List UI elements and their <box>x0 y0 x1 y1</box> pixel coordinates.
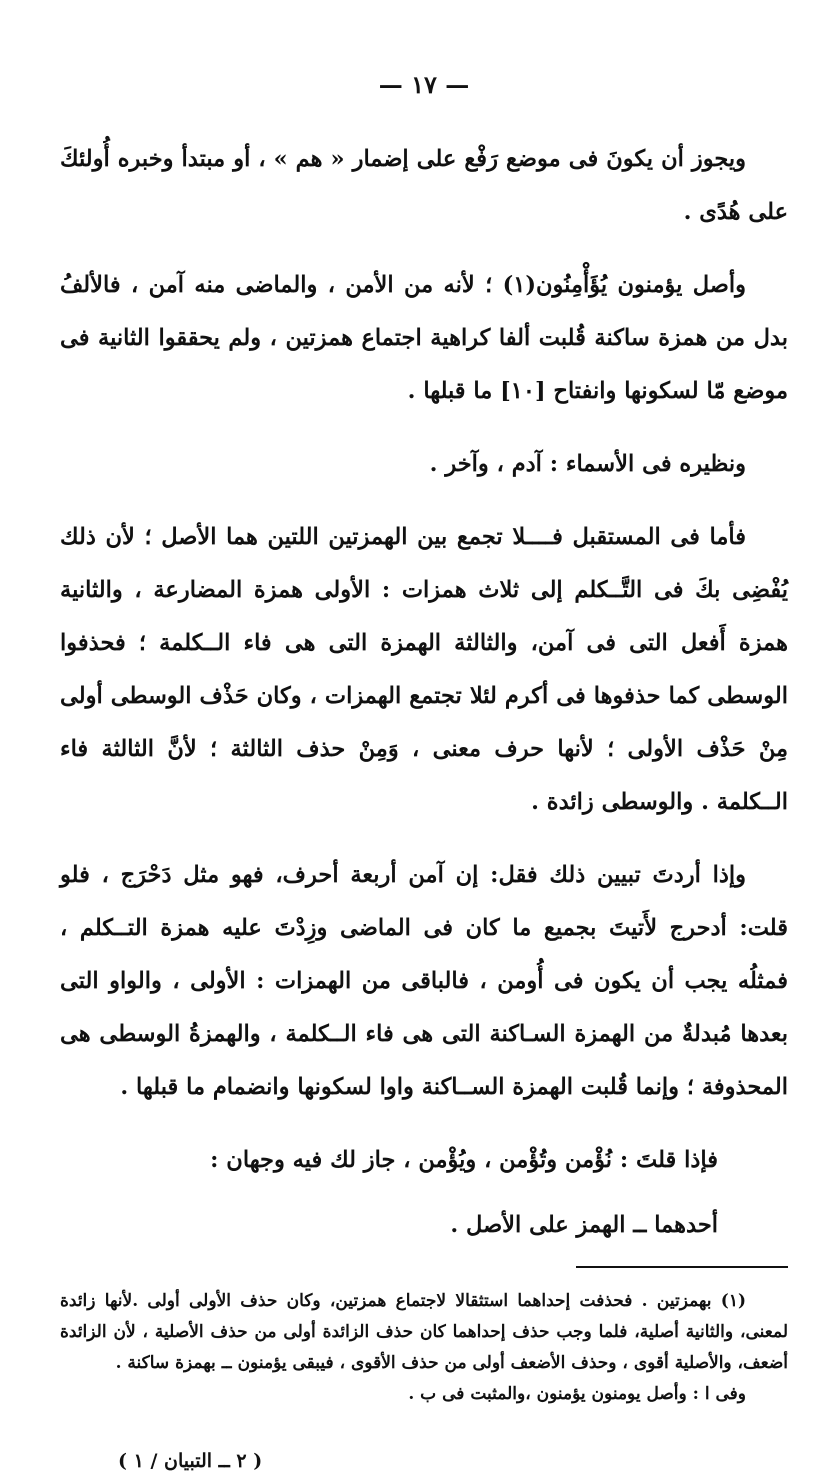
paragraph-4: فأما فى المستقبل فــــلا تجمع بين الهمزتين اللتين هما الأصل ؛ لأن ذلك يُفْضِى بكَ فى التَّــكلم إلى ثلاث همزات : الأولى همزة المضارعة ، والثانية همزة أَفعل التى فى آمن، والثالثة الهمزة التى هى فاء الــكلمة ؛ فحذفوا الوسطى كما حذفوها فى أكرم لئلا تجتمع الهمزات ، وكان حَذْف الوسطى أولى مِنْ حَذْف الأولى ؛ لأنها حرف معنى ، وَمِنْ حذف الثالثة ؛ لأنَّ الثالثة فاء الــكلمة . والوسطى زائدة . <box>60 524 788 815</box>
footnote-1: (١) بهمزتين . فحذفت إحداهما استثقالا لاجتماع همزتين، وكان حذف الأولى أولى .لأنها زائدة لمعنى، والثانية أصلية، فلما وجب حذف إحداهما كان حذف الزائدة أولى من حذف الأصلية ، لأن الزائدة أضعف، والأصلية أقوى ، وحذف الأضعف أولى من حذف الأقوى ، فيبقى يؤمنون ــ بهمزة ساكنة . <box>60 1291 788 1373</box>
footnote-separator <box>576 1266 788 1268</box>
page-number: — ١٧ — <box>378 70 470 99</box>
paragraph-1: ويجوز أن يكونَ فى موضع رَفْع على إضمار « هم » ، أو مبتدأ وخبره أُولئكَ على هُدًى . <box>60 146 788 225</box>
printer-signature: ( ٢ ــ التبيان / ١ ) <box>118 1450 263 1472</box>
paragraph-6: فإذا قلتَ : نُؤْمن وتُؤْمن ، ويُؤْمن ، جاز لك فيه وجهان : <box>210 1147 718 1173</box>
paragraph-3: ونظيره فى الأسماء : آدم ، وآخر . <box>429 451 746 477</box>
footnote-2: وفى ا : وأصل يومنون يؤمنون ،والمثبت فى ب . <box>408 1384 746 1404</box>
paragraph-2: وأصل يؤمنون يُؤَأْمِنُون(١) ؛ لأنه من الأمن ، والماضى منه آمن ، فالألفُ بدل من همزة ساكنة قُلبت ألفا كراهية اجتماع همزتين ، ولم يحققوا الثانية فى موضع مّا لسكونها وانفتاح [١٠] ما قبلها . <box>60 272 788 404</box>
main-text <box>60 133 788 1252</box>
paragraph-5: وإذا أردتَ تبيين ذلك فقل: إن آمن أربعة أحرف، فهو مثل دَحْرَج ، فلو قلت: أدحرج لأَتيتَ بجميع ما كان فى الماضى وزِدْتَ عليه همزة التــكلم ، فمثلُه يجب أن يكون فى أُومن ، فالباقى من الهمزات : الأولى ، والواو التى بعدها مُبدلةٌ من الهمزة السـاكنة التى هى فاء الــكلمة ، والهمزةُ الوسطى هى المحذوفة ؛ وإنما قُلبت الهمزة الســاكنة واوا لسكونها وانضمام ما قبلها . <box>60 862 788 1100</box>
footnotes <box>60 1286 788 1410</box>
paragraph-7: أحدهما ــ الهمز على الأصل . <box>450 1212 718 1238</box>
